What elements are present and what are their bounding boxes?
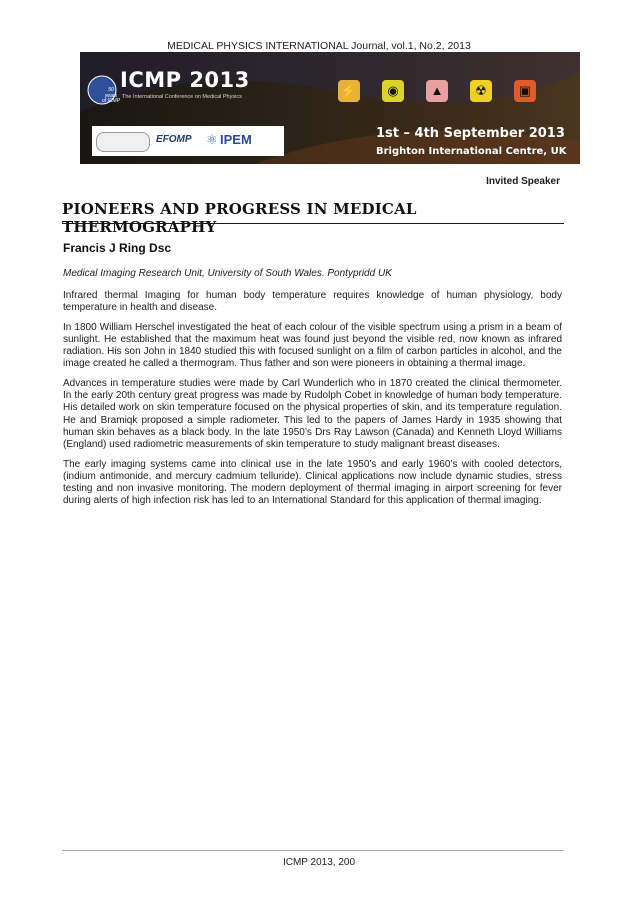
ipem-logo: IPEM — [220, 132, 252, 147]
society-logo — [96, 132, 150, 152]
body-paragraph: The early imaging systems came into clinical use in the late 1950’s and early 1960’s with cooled detectors, (indium antimonide, and mercury cadmium telluride). Clinical applications now include dynamic studies, stress testing and non invasive monitoring. The modern deployment of thermal imaging in airport screening for fever during alerts of high infection risk has led to an International Standard for this application of thermal imaging. — [63, 458, 562, 507]
banner-icons — [338, 80, 548, 102]
nuclear-icon: ☢ — [470, 80, 492, 102]
radiation-icon: ⚡ — [338, 80, 360, 102]
title-divider — [62, 223, 564, 224]
footer-divider — [62, 850, 564, 851]
conference-venue: Brighton International Centre, UK — [376, 146, 567, 157]
banner-subtitle: The International Conference on Medical Physics — [122, 94, 242, 100]
body-paragraph: Advances in temperature studies were made by Carl Wunderlich who in 1870 created the clinical thermometer. In the early 20th century great progress was made by Rudolph Cobet in knowledge of human body temperature. His detailed work on skin temperature focused on the physical properties of skin, and its temperature regulation. He and Bramiqk proposed a simple radiometer. This led to the papers of James Hardy in 1935 showing that human skin behaves as a black body. In the late 1950’s Drs Ray Lawson (Canada) and Kenneth Lloyd Williams (England) used radiometric measurements of skin temperature to study malignant breast diseases. — [63, 377, 562, 451]
journal-header: MEDICAL PHYSICS INTERNATIONAL Journal, vol.1, No.2, 2013 — [167, 40, 471, 52]
paper-title: PIONEERS AND PROGRESS IN MEDICAL THERMOGRAPHY — [62, 200, 417, 236]
monitor-icon: ▣ — [514, 80, 536, 102]
author-affiliation: Medical Imaging Research Unit, University of South Wales. Pontypridd UK — [63, 268, 392, 279]
section-label: Invited Speaker — [486, 176, 560, 187]
body-paragraph: Infrared thermal Imaging for human body temperature requires knowledge of human physiology, body temperature in health and disease. — [63, 290, 562, 314]
imaging-icon: ▲ — [426, 80, 448, 102]
banner-title: ICMP 2013 — [120, 68, 250, 92]
efomp-logo: EFOMP — [156, 134, 192, 145]
author-name: Francis J Ring Dsc — [63, 241, 172, 255]
conference-banner — [80, 52, 580, 164]
paper-body — [63, 290, 562, 515]
banner-anniversary: 50 years of ICMP — [102, 87, 121, 104]
sponsor-logos — [92, 126, 284, 156]
page-footer: ICMP 2013, 200 — [282, 857, 356, 868]
ultrasound-icon: ◉ — [382, 80, 404, 102]
body-paragraph: In 1800 William Herschel investigated the heat of each colour of the visible spectrum using a prism in a beam of sunlight. He established that the maximum heat was found just beyond the visible red, now known as infrared radiation. His son John in 1840 studied this with focused sunlight on a film of carbon particles in alcohol, and the image created he called a thermogram. Thus father and son were pioneers in obtaining a thermal image. — [63, 321, 562, 370]
atom-icon: ⚛ — [206, 132, 218, 147]
conference-dates: 1st – 4th September 2013 — [376, 126, 565, 141]
